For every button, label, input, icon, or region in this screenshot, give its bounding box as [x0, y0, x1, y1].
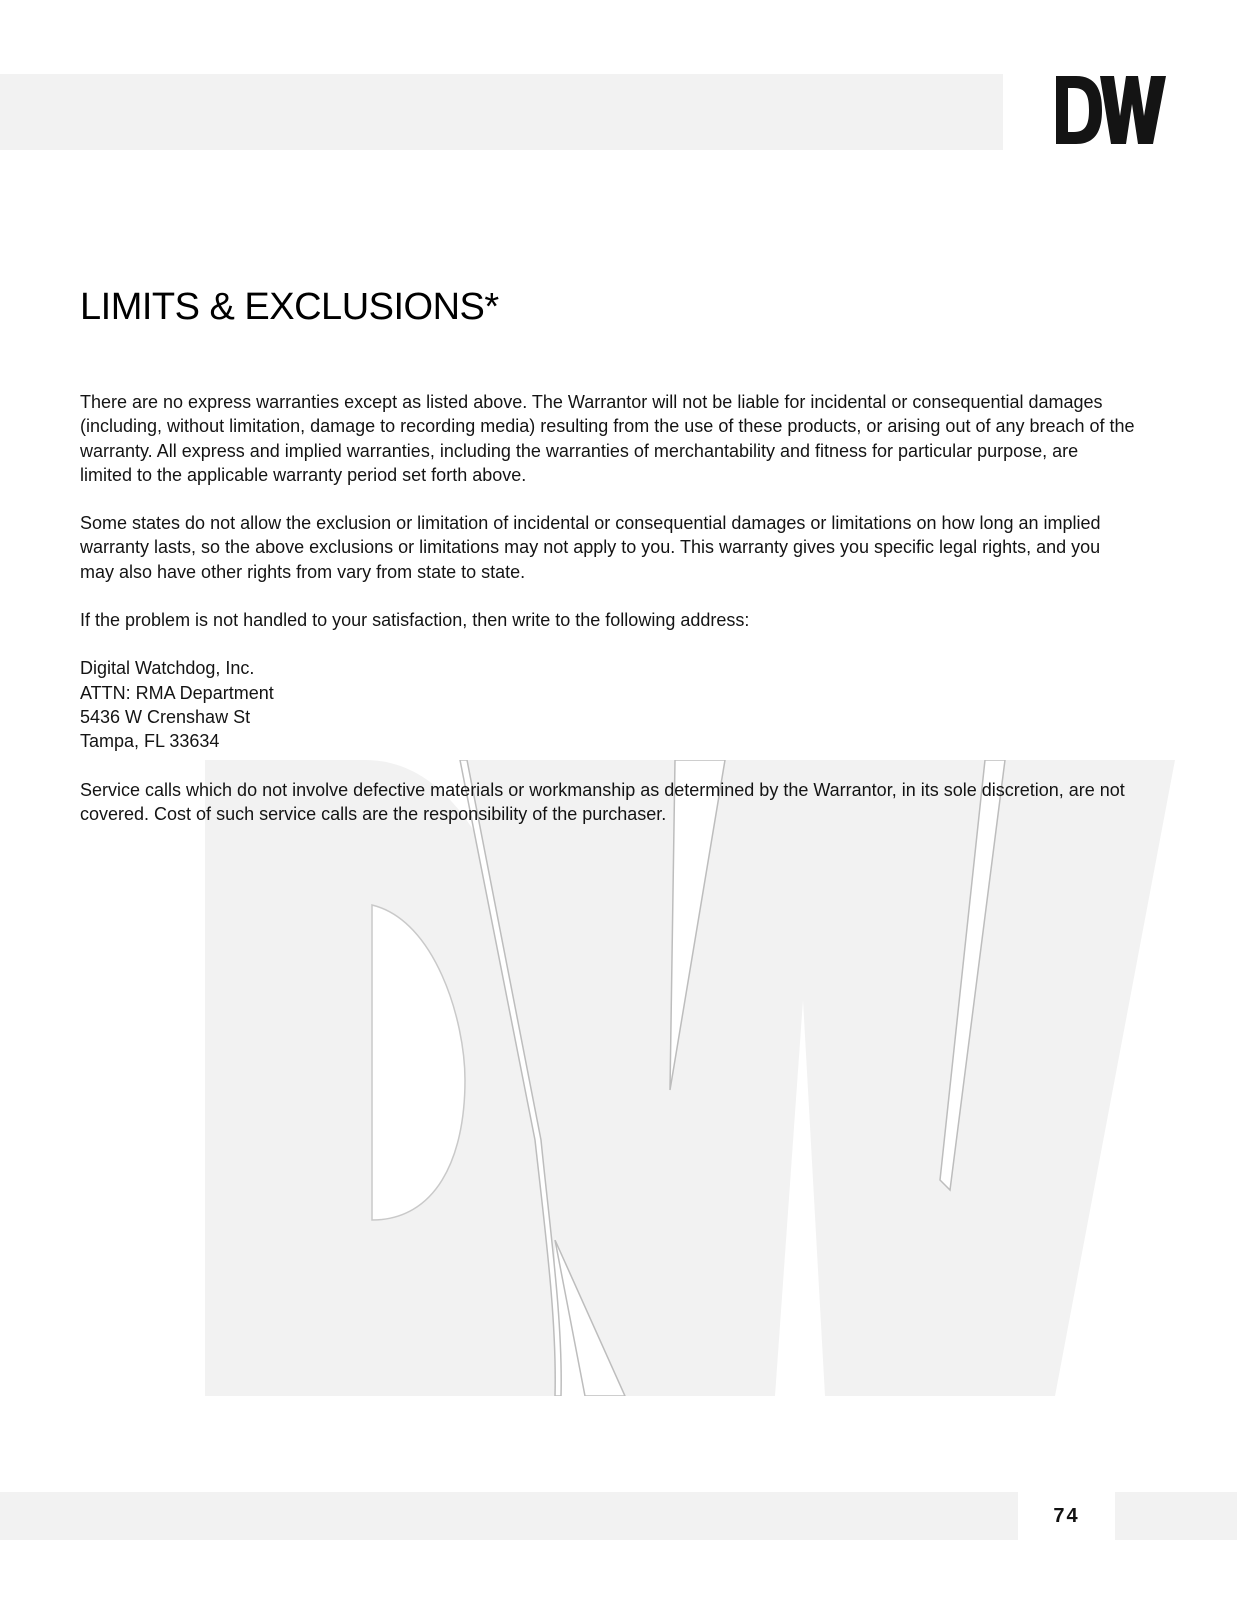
address-city-state-zip: Tampa, FL 33634	[80, 731, 220, 752]
paragraph-service-calls: Service calls which do not involve defective materials or workmanship as determined by the Warrantor, in its sole discretion, are not covered. Cost of such service calls are the responsibility of the purchaser.	[80, 779, 1125, 824]
address-street: 5436 W Crenshaw St	[80, 706, 251, 727]
address-attn: ATTN: RMA Department	[80, 682, 274, 703]
dw-watermark	[205, 760, 1175, 1396]
footer-band-left	[0, 1492, 1018, 1540]
header-band	[0, 74, 1003, 150]
paragraph-warranty-limits: There are no express warranties except as listed above. The Warrantor will not be liable for incidental or consequential damages (including, without limitation, damage to recording media) resulting from the use of these products, or arising out of any breach of the warranty. All express and implied warranties, including the warranties of merchantability and fitness for particular purpose, are limited to the applicable warranty period set forth above.	[80, 392, 1135, 485]
page-title: LIMITS & EXCLUSIONS*	[80, 286, 499, 328]
paragraph-write-to-address: If the problem is not handled to your satisfaction, then write to the following address:	[80, 610, 750, 631]
footer-band-right	[1115, 1492, 1237, 1540]
paragraph-state-exclusions: Some states do not allow the exclusion or limitation of incidental or consequential damages or limitations on how long an implied warranty lasts, so the above exclusions or limitations may not apply to you. This warranty gives you specific legal rights, and you may also have other rights from vary from state to state.	[80, 513, 1101, 582]
address-block	[80, 656, 1135, 753]
page-number: 74	[1053, 1505, 1080, 1527]
dw-logo	[1056, 74, 1168, 146]
body-text	[80, 390, 1135, 850]
address-company: Digital Watchdog, Inc.	[80, 658, 255, 679]
